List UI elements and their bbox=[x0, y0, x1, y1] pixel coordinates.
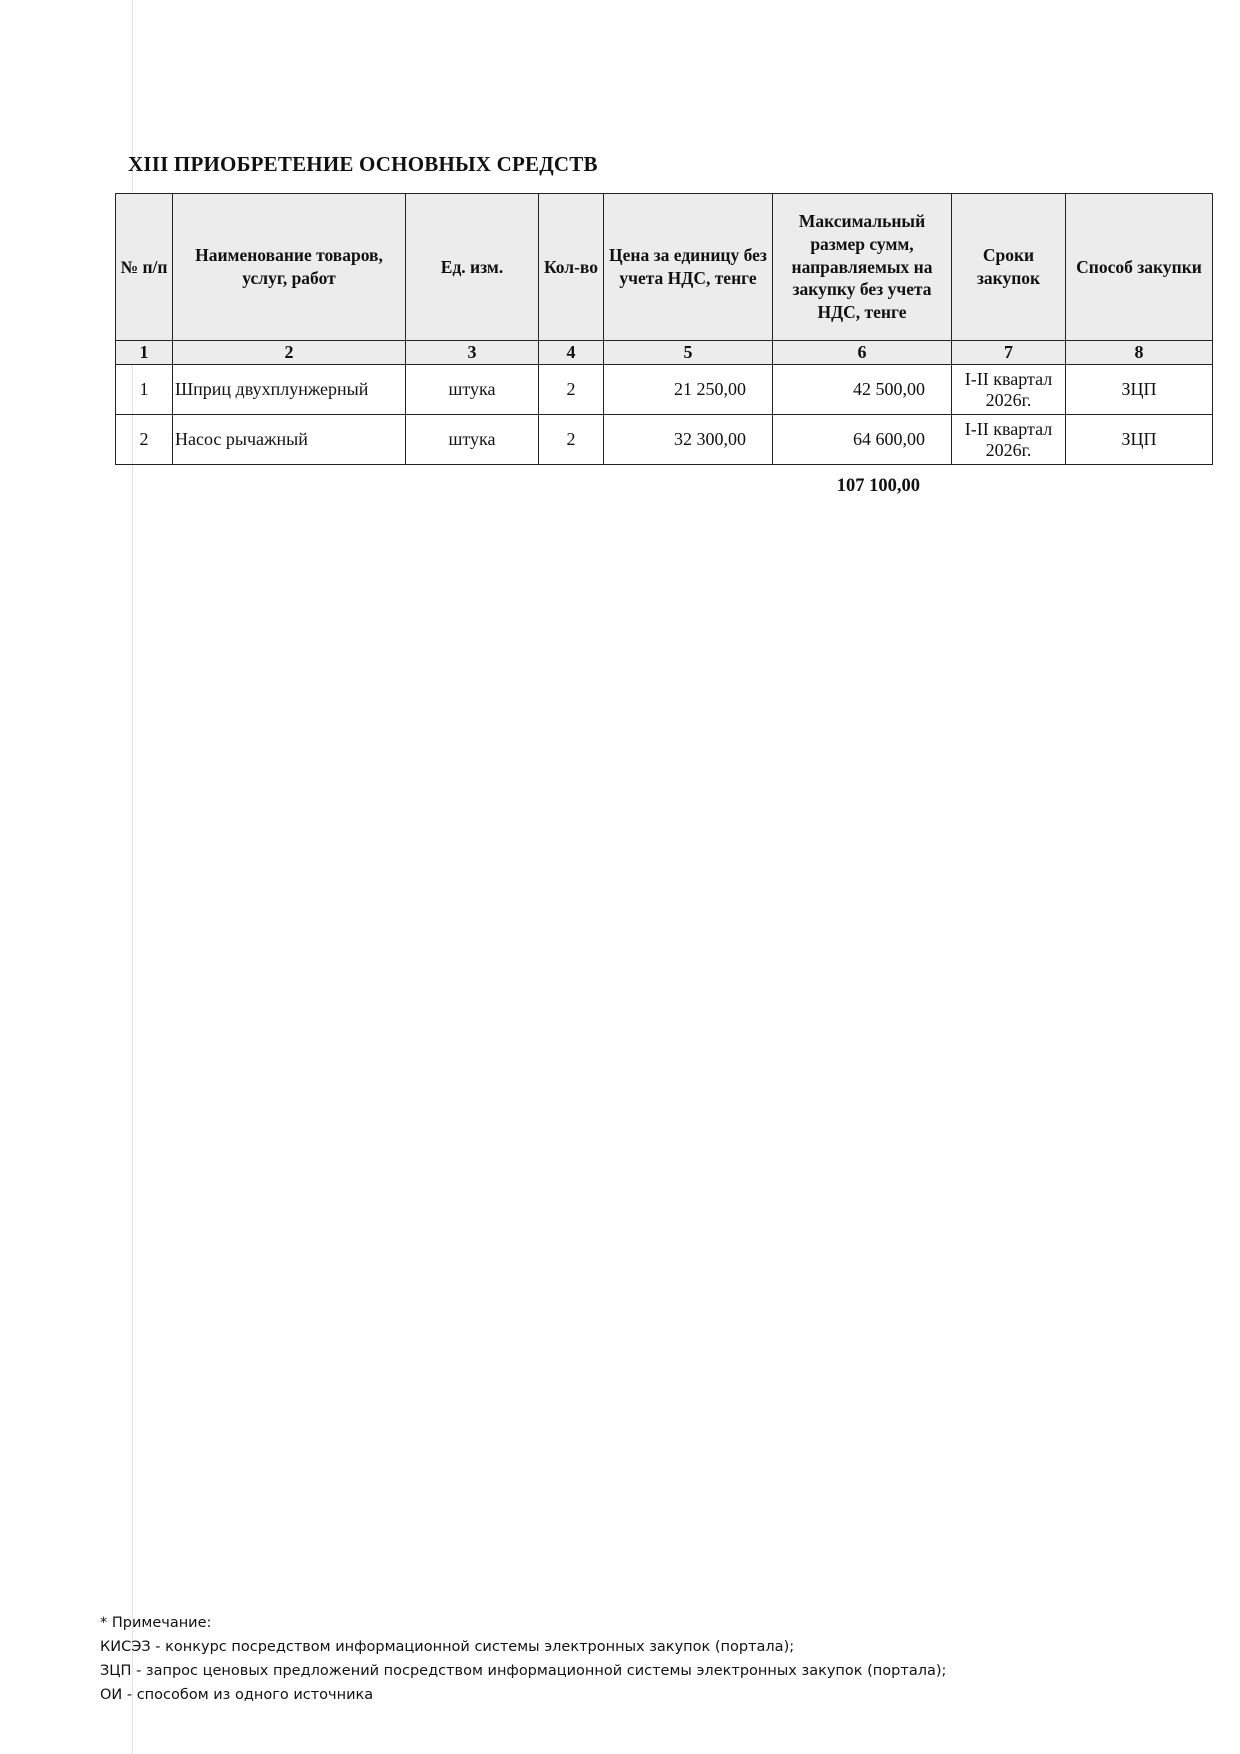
item-term bbox=[952, 415, 1066, 465]
item-term-period: I-II квартал bbox=[964, 419, 1053, 440]
note-line: КИСЭЗ - конкурс посредством информационной системы электронных закупок (портала); bbox=[100, 1639, 795, 1655]
header-name: Наименование товаров, услуг, работ bbox=[173, 194, 406, 341]
item-unit-price: 32 300,00 bbox=[604, 415, 773, 465]
item-method: ЗЦП bbox=[1066, 415, 1213, 465]
column-number: 1 bbox=[116, 341, 173, 365]
item-term bbox=[952, 365, 1066, 415]
column-number: 8 bbox=[1066, 341, 1213, 365]
header-unit-price: Цена за единицу без учета НДС, тенге bbox=[604, 194, 773, 341]
header-number: № п/п bbox=[116, 194, 173, 341]
row-number: 1 bbox=[116, 365, 173, 415]
item-max-sum: 64 600,00 bbox=[773, 415, 952, 465]
column-number: 6 bbox=[773, 341, 952, 365]
section-title: XIII ПРИОБРЕТЕНИЕ ОСНОВНЫХ СРЕДСТВ bbox=[128, 152, 598, 176]
total-sum: 107 100,00 bbox=[836, 476, 920, 496]
header-term: Сроки закупок bbox=[952, 194, 1066, 341]
header-quantity: Кол-во bbox=[539, 194, 604, 341]
item-unit: штука bbox=[406, 415, 539, 465]
procurement-table bbox=[115, 193, 1213, 465]
column-number-row bbox=[116, 341, 1213, 365]
notes-heading: * Примечание: bbox=[100, 1615, 212, 1631]
item-term-year: 2026г. bbox=[985, 389, 1032, 410]
item-method: ЗЦП bbox=[1066, 365, 1213, 415]
note-line: ЗЦП - запрос ценовых предложений посредством информационной системы электронных закупок (портала); bbox=[100, 1663, 947, 1679]
header-unit: Ед. изм. bbox=[406, 194, 539, 341]
column-number: 4 bbox=[539, 341, 604, 365]
item-unit: штука bbox=[406, 365, 539, 415]
table-row bbox=[116, 415, 1213, 465]
item-name: Насос рычажный bbox=[173, 415, 406, 465]
header-method: Способ закупки bbox=[1066, 194, 1213, 341]
notes-block bbox=[100, 1611, 946, 1707]
item-quantity: 2 bbox=[539, 415, 604, 465]
column-number: 7 bbox=[952, 341, 1066, 365]
column-number: 3 bbox=[406, 341, 539, 365]
item-term-year: 2026г. bbox=[985, 439, 1032, 460]
item-term-period: I-II квартал bbox=[964, 369, 1053, 390]
item-name: Шприц двухплунжерный bbox=[173, 365, 406, 415]
item-unit-price: 21 250,00 bbox=[604, 365, 773, 415]
table-row bbox=[116, 365, 1213, 415]
item-max-sum: 42 500,00 bbox=[773, 365, 952, 415]
column-number: 2 bbox=[173, 341, 406, 365]
note-line: ОИ - способом из одного источника bbox=[100, 1687, 374, 1703]
table-header-row bbox=[116, 194, 1213, 341]
item-quantity: 2 bbox=[539, 365, 604, 415]
column-number: 5 bbox=[604, 341, 773, 365]
row-number: 2 bbox=[116, 415, 173, 465]
header-max-sum: Максимальный размер сумм, направляемых на закупку без учета НДС, тенге bbox=[773, 194, 952, 341]
